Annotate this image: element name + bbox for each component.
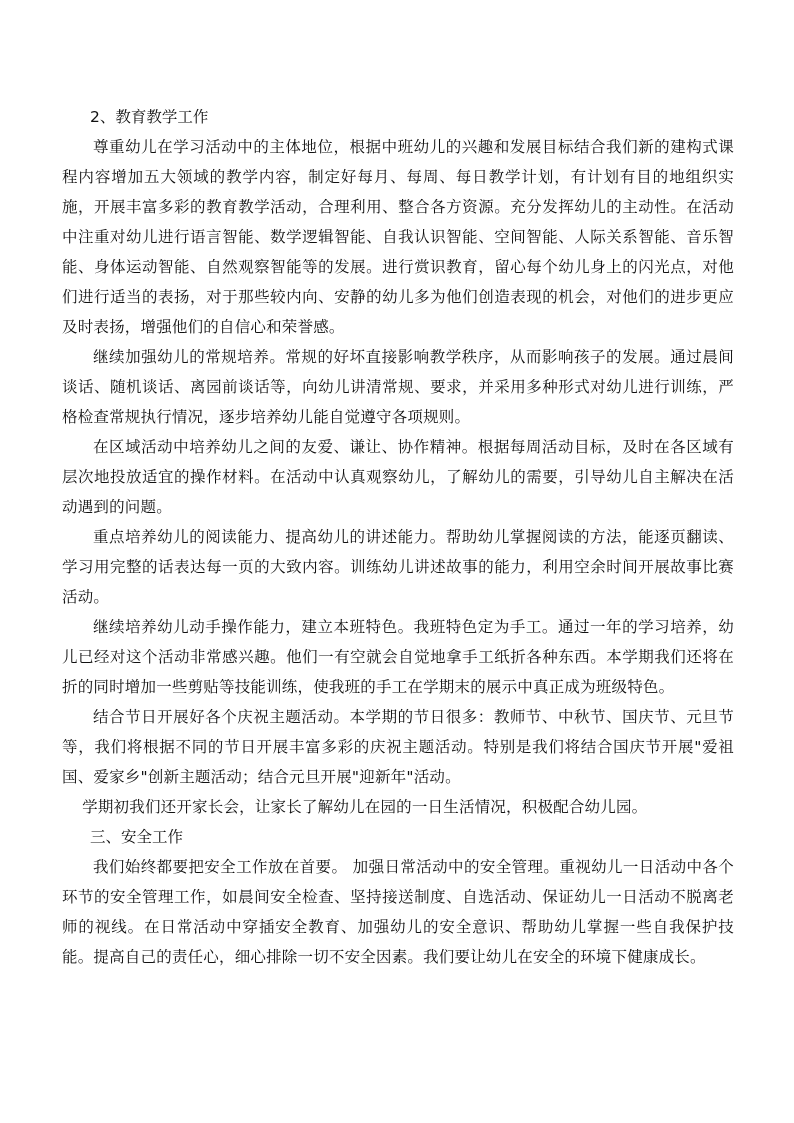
paragraph-area-activities: 在区域活动中培养幼儿之间的友爱、谦让、协作精神。根据每周活动目标，及时在各区域有层次地投放适宜的操作材料。在活动中认真观察幼儿，了解幼儿的需要，引导幼儿自主解决在活动遇到的问题。	[62, 438, 734, 516]
paragraph-handcraft: 继续培养幼儿动手操作能力，建立本班特色。我班特色定为手工。通过一年的学习培养，幼儿已经对这个活动非常感兴趣。他们一有空就会自觉地拿手工纸折各种东西。本学期我们还将在折的同时增加一些剪贴等技能训练，使我班的手工在学期末的展示中真正成为班级特色。	[62, 618, 734, 696]
section-heading-safety: 三、安全工作	[90, 828, 184, 846]
paragraph-reading-ability: 重点培养幼儿的阅读能力、提高幼儿的讲述能力。帮助幼儿掌握阅读的方法，能逐页翻读、学习用完整的话表达每一页的大致内容。训练幼儿讲述故事的能力，利用空余时间开展故事比赛活动。	[62, 528, 734, 606]
document-body	[62, 102, 734, 972]
paragraph-festival-activities: 结合节日开展好各个庆祝主题活动。本学期的节日很多：教师节、中秋节、国庆节、元旦节等，我们将根据不同的节日开展丰富多彩的庆祝主题活动。特别是我们将结合国庆节开展"爱祖国、爱家乡"创新主题活动；结合元旦开展"迎新年"活动。	[62, 708, 734, 786]
section-heading-education: 2、教育教学工作	[90, 108, 209, 126]
paragraph-routine-training: 继续加强幼儿的常规培养。常规的好坏直接影响教学秩序，从而影响孩子的发展。通过晨间谈话、随机谈话、离园前谈话等，向幼儿讲清常规、要求，并采用多种形式对幼儿进行训练，严格检查常规执行情况，逐步培养幼儿能自觉遵守各项规则。	[62, 348, 734, 426]
paragraph-safety-work: 我们始终都要把安全工作放在首要。 加强日常活动中的安全管理。重视幼儿一日活动中各个环节的安全管理工作，如晨间安全检查、坚持接送制度、自选活动、保证幼儿一日活动不脱离老师的视线。在日常活动中穿插安全教育、加强幼儿的安全意识、帮助幼儿掌握一些自我保护技能。提高自己的责任心，细心排除一切不安全因素。我们要让幼儿在安全的环境下健康成长。	[62, 858, 734, 966]
paragraph-parent-meeting: 学期初我们还开家长会，让家长了解幼儿在园的一日生活情况，积极配合幼儿园。	[82, 798, 648, 816]
paragraph-subject-position: 尊重幼儿在学习活动中的主体地位，根据中班幼儿的兴趣和发展目标结合我们新的建构式课程内容增加五大领域的教学内容，制定好每月、每周、每日教学计划，有计划有目的地组织实施，开展丰富多彩的教育教学活动，合理利用、整合各方资源。充分发挥幼儿的主动性。在活动中注重对幼儿进行语言智能、数学逻辑智能、自我认识智能、空间智能、人际关系智能、音乐智能、身体运动智能、自然观察智能等的发展。进行赏识教育，留心每个幼儿身上的闪光点，对他们进行适当的表扬，对于那些较内向、安静的幼儿多为他们创造表现的机会，对他们的进步更应及时表扬，增强他们的自信心和荣誉感。	[62, 138, 734, 336]
